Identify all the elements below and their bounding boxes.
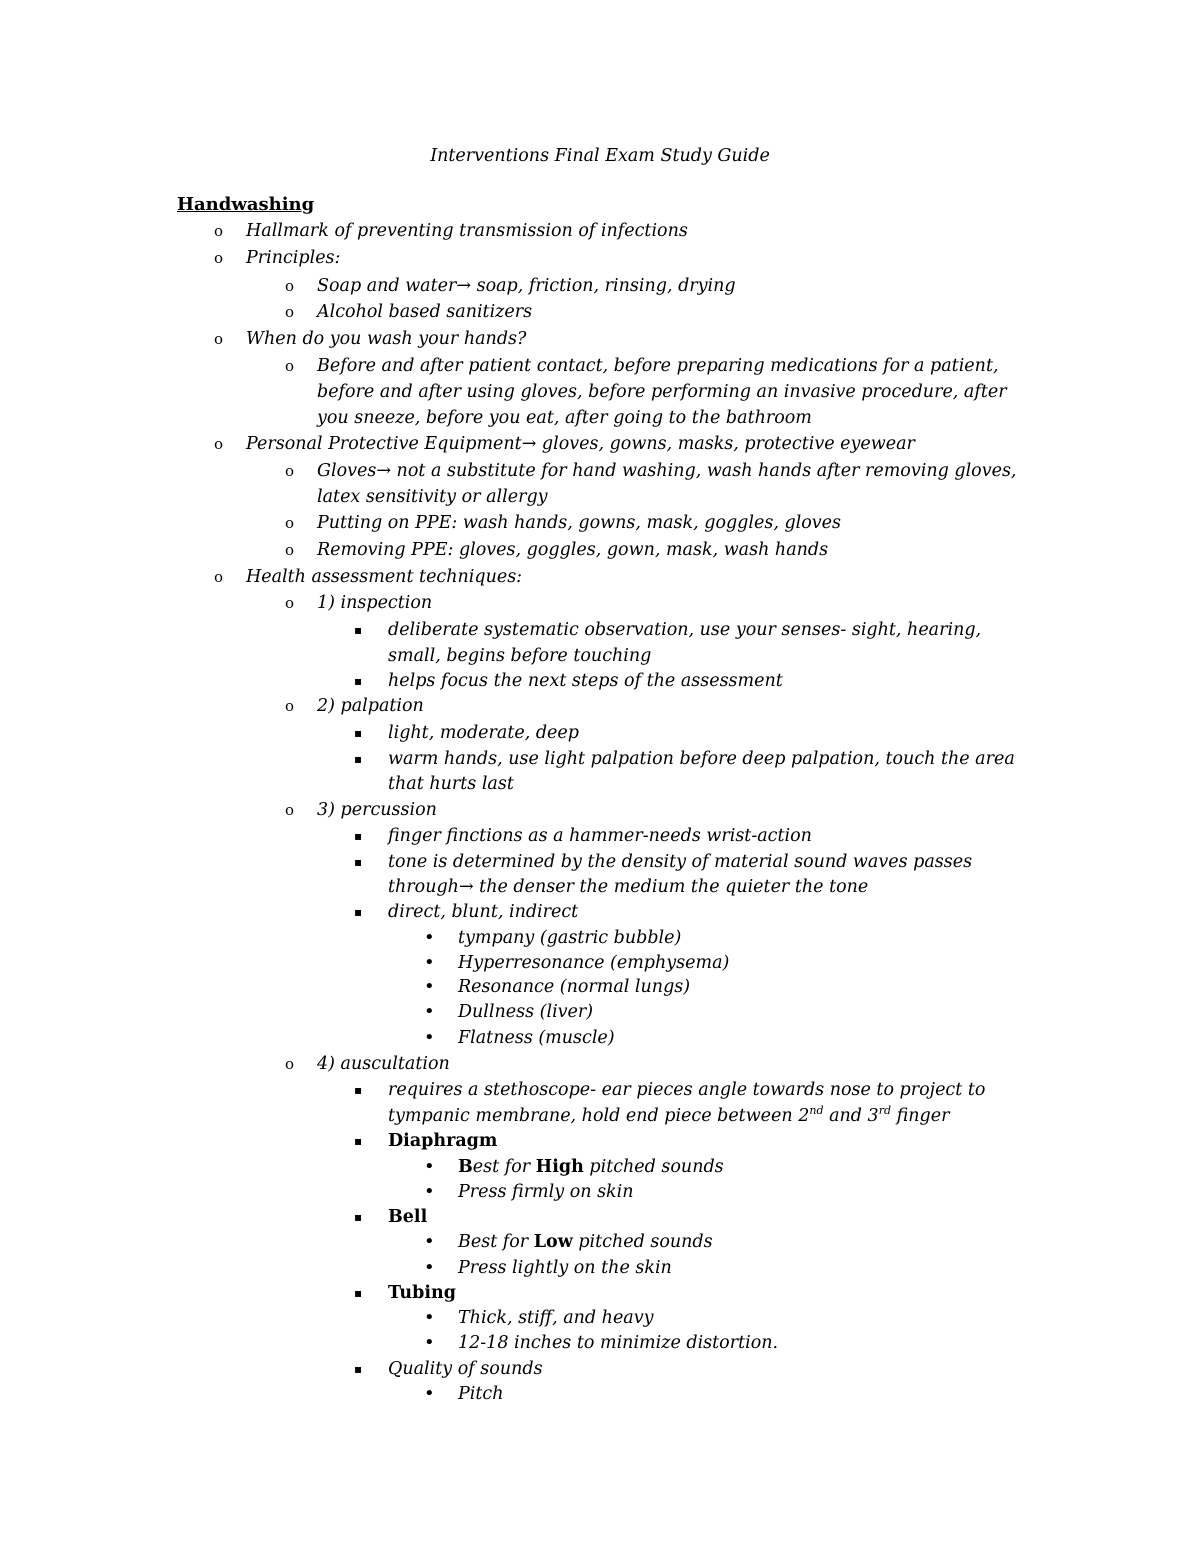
list-item: Health assessment techniques:: [246, 567, 523, 587]
bullet-o: o: [285, 697, 295, 715]
list-item: When do you wash your hands?: [246, 329, 527, 349]
bullet-dot: •: [424, 927, 435, 948]
bullet-o: o: [285, 357, 295, 375]
text-segment: finger: [891, 1106, 950, 1126]
list-item-continuation: latex sensitivity or allergy: [317, 487, 548, 507]
bullet-square: ▪: [354, 752, 363, 766]
list-item-continuation: that hurts last: [388, 774, 514, 794]
list-item: Dullness (liver): [458, 1002, 594, 1022]
list-item-continuation: you sneeze, before you eat, after going to the bathroom: [317, 408, 812, 428]
list-item: Pitch: [458, 1384, 504, 1404]
list-item: [458, 1229, 713, 1255]
bullet-o: o: [285, 462, 295, 480]
bullet-dot: •: [424, 976, 435, 997]
text-segment: pitched sounds: [583, 1157, 724, 1177]
bullet-dot: •: [424, 1156, 435, 1177]
text-bold: B: [458, 1157, 473, 1177]
bullet-o: o: [285, 594, 295, 612]
list-item: requires a stethoscope- ear pieces angle towards nose to project to: [388, 1080, 986, 1100]
bullet-dot: •: [424, 1001, 435, 1022]
bullet-dot: •: [424, 1307, 435, 1328]
list-item-continuation: [388, 1103, 949, 1129]
text-segment: est for: [472, 1157, 536, 1177]
bullet-square: ▪: [354, 855, 363, 869]
bullet-dot: •: [424, 1257, 435, 1278]
text-segment: and 3: [823, 1106, 879, 1126]
bullet-o: o: [214, 435, 224, 453]
list-item: Thick, stiff, and heavy: [458, 1308, 654, 1328]
subheading-tubing: Tubing: [388, 1283, 456, 1303]
subheading-bell: Bell: [388, 1207, 428, 1227]
list-item-continuation: through→ the denser the medium the quieter the tone: [388, 877, 869, 897]
bullet-dot: •: [424, 1231, 435, 1252]
bullet-dot: •: [424, 952, 435, 973]
list-item: Before and after patient contact, before preparing medications for a patient,: [317, 356, 999, 376]
bullet-dot: •: [424, 1332, 435, 1353]
text-bold: Low: [533, 1232, 573, 1252]
list-item: Personal Protective Equipment→ gloves, gowns, masks, protective eyewear: [246, 434, 915, 454]
list-item: Gloves→ not a substitute for hand washing, wash hands after removing gloves,: [317, 461, 1017, 481]
bullet-square: ▪: [354, 623, 363, 637]
list-item: Putting on PPE: wash hands, gowns, mask, goggles, gloves: [317, 513, 842, 533]
bullet-o: o: [285, 541, 295, 559]
bullet-square: ▪: [354, 1362, 363, 1376]
bullet-dot: •: [424, 1181, 435, 1202]
list-item: tone is determined by the density of material sound waves passes: [388, 852, 973, 872]
bullet-o: o: [214, 330, 224, 348]
list-item: Resonance (normal lungs): [458, 977, 691, 997]
bullet-square: ▪: [354, 1286, 363, 1300]
list-item: tympany (gastric bubble): [458, 928, 682, 948]
bullet-o: o: [214, 222, 224, 240]
text-bold: High: [535, 1157, 584, 1177]
bullet-square: ▪: [354, 674, 363, 688]
bullet-o: o: [214, 249, 224, 267]
bullet-square: ▪: [354, 1083, 363, 1097]
bullet-o: o: [285, 277, 295, 295]
bullet-square: ▪: [354, 726, 363, 740]
list-item: helps focus the next steps of the assessment: [388, 671, 783, 691]
bullet-square: ▪: [354, 1210, 363, 1224]
list-item: direct, blunt, indirect: [388, 902, 579, 922]
bullet-o: o: [285, 514, 295, 532]
list-item: deliberate systematic observation, use your senses- sight, hearing,: [388, 620, 982, 640]
list-item: finger finctions as a hammer-needs wrist-action: [388, 826, 812, 846]
list-item: warm hands, use light palpation before deep palpation, touch the area: [388, 749, 1015, 769]
section-heading-handwashing: Handwashing: [177, 194, 315, 215]
bullet-o: o: [285, 1055, 295, 1073]
list-item-continuation: small, begins before touching: [388, 646, 652, 666]
list-item: 1) inspection: [317, 593, 433, 613]
list-item: Alcohol based sanitizers: [317, 302, 533, 322]
list-item: light, moderate, deep: [388, 723, 579, 743]
list-item: [458, 1154, 724, 1180]
list-item: Hyperresonance (emphysema): [458, 953, 730, 973]
bullet-square: ▪: [354, 905, 363, 919]
list-item-continuation: before and after using gloves, before performing an invasive procedure, after: [317, 382, 1007, 402]
list-item: Principles:: [246, 248, 341, 268]
text-segment: Best for: [458, 1232, 534, 1252]
bullet-square: ▪: [354, 829, 363, 843]
list-item: 2) palpation: [317, 696, 424, 716]
list-item: Quality of sounds: [388, 1359, 543, 1379]
list-item: 3) percussion: [317, 800, 437, 820]
superscript: rd: [878, 1104, 891, 1118]
list-item: Press lightly on the skin: [458, 1258, 672, 1278]
superscript: nd: [809, 1104, 824, 1118]
bullet-o: o: [214, 568, 224, 586]
bullet-dot: •: [424, 1027, 435, 1048]
bullet-square: ▪: [354, 1134, 363, 1148]
list-item: 4) auscultation: [317, 1054, 450, 1074]
text-segment: pitched sounds: [572, 1232, 713, 1252]
bullet-dot: •: [424, 1383, 435, 1404]
text-segment: tympanic membrane, hold end piece between 2: [388, 1106, 810, 1126]
bullet-o: o: [285, 801, 295, 819]
list-item: Press firmly on skin: [458, 1182, 634, 1202]
list-item: Flatness (muscle): [458, 1028, 615, 1048]
bullet-o: o: [285, 303, 295, 321]
subheading-diaphragm: Diaphragm: [388, 1131, 498, 1151]
list-item: 12-18 inches to minimize distortion.: [458, 1333, 779, 1353]
list-item: Soap and water→ soap, friction, rinsing, drying: [317, 276, 736, 296]
list-item: Removing PPE: gloves, goggles, gown, mask, wash hands: [317, 540, 829, 560]
list-item: Hallmark of preventing transmission of infections: [246, 221, 688, 241]
document-title: Interventions Final Exam Study Guide: [430, 146, 770, 166]
